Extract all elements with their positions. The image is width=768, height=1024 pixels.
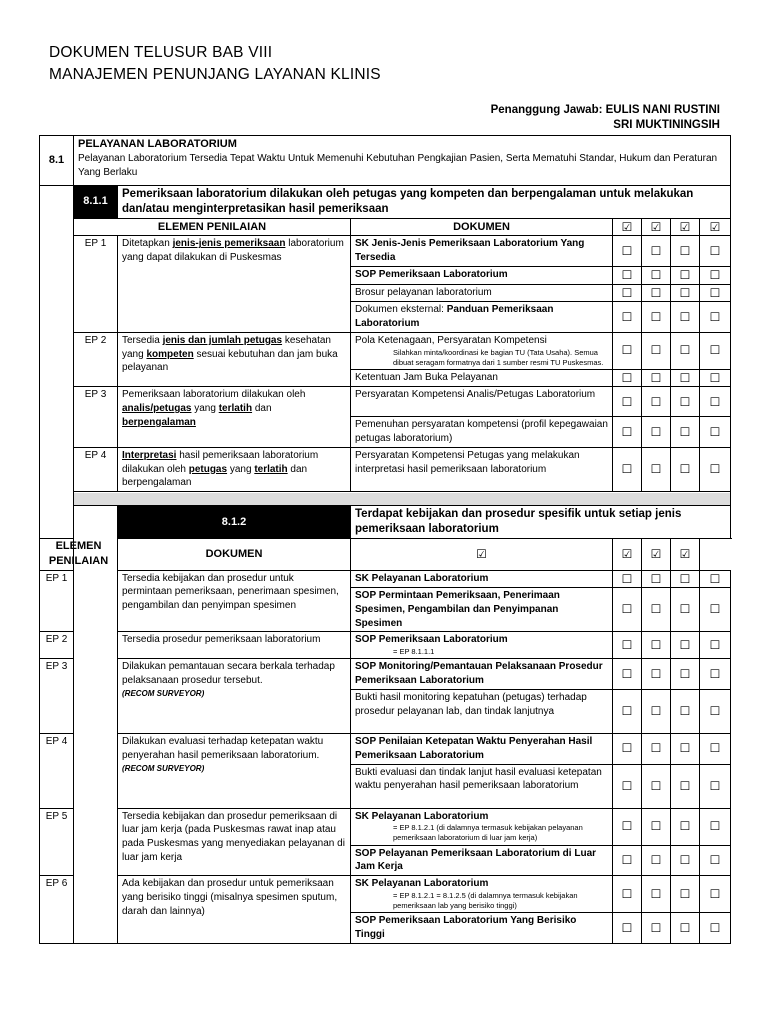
checkbox[interactable]: ☐ [700,689,731,733]
checkbox[interactable]: ☐ [613,913,642,944]
checkbox[interactable]: ☐ [613,659,642,690]
checkbox[interactable]: ☐ [642,369,671,387]
ep-code: EP 4 [40,733,74,808]
checkbox[interactable]: ☐ [642,876,671,913]
checkbox[interactable]: ☐ [613,588,642,632]
column-header-row [40,218,731,236]
document-item: SOP Pelayanan Pemeriksaan Laboratorium di Luar Jam Kerja [355,847,597,873]
checkbox[interactable]: ☐ [700,284,731,302]
subsection-number: 8.1.1 [74,186,118,219]
checkbox[interactable]: ☐ [613,632,642,659]
checkbox[interactable]: ☐ [613,808,642,845]
recom-surveyor-note: (RECOM SURVEYOR) [122,763,205,773]
checked-box-icon[interactable]: ☑ [700,218,731,236]
checkbox[interactable]: ☐ [700,845,731,876]
checkbox[interactable]: ☐ [700,267,731,285]
checkbox[interactable]: ☐ [613,369,642,387]
checkbox[interactable]: ☐ [700,332,731,369]
checkbox[interactable]: ☐ [613,570,642,588]
checkbox[interactable]: ☐ [700,876,731,913]
ep-description: Tersedia prosedur pemeriksaan laboratorium [118,632,351,659]
checkbox[interactable]: ☐ [671,808,700,845]
checkbox[interactable]: ☐ [642,845,671,876]
checkbox[interactable]: ☐ [671,284,700,302]
document-item: Persyaratan Kompetensi Petugas yang melakukan interpretasi hasil pemeriksaan laboratorium [351,447,613,491]
checkbox[interactable]: ☐ [700,588,731,632]
document-note: = EP 8.1.2.1 = 8.1.2.5 (di dalamnya termasuk kebijakan pemeriksaan lab yang berisiko tinggi) [393,890,578,911]
checkbox[interactable]: ☐ [671,447,700,491]
checked-box-icon[interactable]: ☑ [671,539,700,570]
section-description: Pelayanan Laboratorium Tersedia Tepat Waktu Untuk Memenuhi Kebutuhan Pengkajian Pasien, Serta Mematuhi Standar, Hukum dan Peraturan Yang Berlaku [78,153,718,178]
document-item: Dokumen eksternal: Panduan Pemeriksaan Laboratorium [351,302,613,333]
section-divider [40,492,731,506]
checkbox[interactable]: ☐ [642,808,671,845]
subsection-row [40,186,731,219]
ep-description: Tersedia jenis dan jumlah petugas kesehatan yang kompeten sesuai kebutuhan dan jam buka pelayanan [118,332,351,387]
checkbox[interactable]: ☐ [700,913,731,944]
subsection-row [40,506,731,539]
recom-surveyor-note: (RECOM SURVEYOR) [122,688,205,698]
checkbox[interactable]: ☐ [613,302,642,333]
checkbox[interactable]: ☐ [671,588,700,632]
checkbox[interactable]: ☐ [613,845,642,876]
checkbox[interactable]: ☐ [613,689,642,733]
checked-box-icon[interactable]: ☑ [613,218,642,236]
section-title: PELAYANAN LABORATORIUM [78,138,237,150]
checkbox[interactable]: ☐ [613,447,642,491]
checkbox[interactable]: ☐ [671,387,700,417]
checkbox[interactable]: ☐ [671,659,700,690]
responsible-person-2: SRI MUKTININGSIH [613,119,720,131]
table-row [40,387,731,417]
table-row [40,570,731,588]
checkbox[interactable]: ☐ [700,417,731,448]
document-item: Brosur pelayanan laboratorium [351,284,613,302]
document-item: Persyaratan Kompetensi Analis/Petugas Laboratorium [351,387,613,417]
document-note: = EP 8.1.1.1 [393,647,435,657]
checkbox[interactable]: ☐ [700,764,731,808]
ep-description: Dilakukan pemantauan secara berkala terhadap pelaksanaan prosedur tersebut. (RECOM SURVEYOR) [118,659,351,734]
table-row [40,632,731,659]
checkbox[interactable]: ☐ [671,417,700,448]
checkbox[interactable]: ☐ [642,417,671,448]
checkbox[interactable]: ☐ [613,387,642,417]
checkbox[interactable]: ☐ [642,588,671,632]
checkbox[interactable]: ☐ [700,570,731,588]
document-item: Bukti evaluasi dan tindak lanjut hasil evaluasi ketepatan waktu penyerahan hasil pemeriksaan laboratorium [351,764,613,808]
table-row [40,447,731,491]
document-note: Silahkan minta/koordinasi ke bagian TU (Tata Usaha). Semua dibuat seragam formatnya dari 1 sumber resmi TU Puskesmas. [393,347,604,367]
checkbox[interactable]: ☐ [613,236,642,267]
document-item: SK Pelayanan Laboratorium = EP 8.1.2.1 (di dalamnya termasuk kebijakan pelayanan pemeriksaan laboratorium di luar jam kerja) [351,808,613,845]
table-row [40,733,731,764]
section-number: 8.1 [40,136,74,186]
checkbox[interactable]: ☐ [642,689,671,733]
subsection-title: Terdapat kebijakan dan prosedur spesifik untuk setiap jenis pemeriksaan laboratorium [351,506,731,539]
ep-description: Ditetapkan jenis-jenis pemeriksaan laboratorium yang dapat dilakukan di Puskesmas [118,236,351,332]
document-title-line-2: MANAJEMEN PENUNJANG LAYANAN KLINIS [49,66,381,83]
ep-code: EP 1 [74,236,118,332]
ep-description: Pemeriksaan laboratorium dilakukan oleh analis/petugas yang terlatih dan berpengalaman [118,387,351,448]
checkbox[interactable]: ☐ [700,369,731,387]
document-item: Pola Ketenagaan, Persyaratan Kompetensi Silahkan minta/koordinasi ke bagian TU (Tata Usaha). Semua dibuat seragam formatnya dari 1 sumber resmi TU Puskesmas. [351,332,613,369]
checked-box-icon[interactable]: ☑ [351,539,613,570]
checkbox[interactable]: ☐ [613,417,642,448]
ep-code: EP 2 [40,632,74,659]
ep-description: Tersedia kebijakan dan prosedur pemeriksaan di luar jam kerja (pada Puskesmas rawat inap atau pada Puskesmas yang menyediakan pelayanan di luar jam kerja [118,808,351,876]
checkbox[interactable]: ☐ [671,267,700,285]
checkbox[interactable]: ☐ [671,570,700,588]
elemen-header: ELEMEN PENILAIAN [74,218,351,236]
document-item: SOP Pemeriksaan Laboratorium = EP 8.1.1.1 [351,632,613,659]
column-header-row [40,539,731,570]
checkbox[interactable]: ☐ [642,236,671,267]
ep-description: Interpretasi hasil pemeriksaan laboratorium dilakukan oleh petugas yang terlatih dan berpengalaman [118,447,351,491]
checkbox[interactable]: ☐ [613,876,642,913]
checkbox[interactable]: ☐ [700,387,731,417]
checkbox[interactable]: ☐ [642,733,671,764]
checkbox[interactable]: ☐ [642,659,671,690]
checkbox[interactable]: ☐ [671,236,700,267]
table-row [40,876,731,913]
checkbox[interactable]: ☐ [671,845,700,876]
checkbox[interactable]: ☐ [671,632,700,659]
checkbox[interactable]: ☐ [613,284,642,302]
checkbox[interactable]: ☐ [642,764,671,808]
checkbox[interactable]: ☐ [642,302,671,333]
document-item: SK Pelayanan Laboratorium [355,572,489,584]
ep-code: EP 3 [40,659,74,734]
checkbox[interactable]: ☐ [671,689,700,733]
checkbox[interactable]: ☐ [642,267,671,285]
checked-box-icon[interactable]: ☑ [613,539,642,570]
checkbox[interactable]: ☐ [642,332,671,369]
checkbox[interactable]: ☐ [700,632,731,659]
document-item: Bukti hasil monitoring kepatuhan (petugas) terhadap prosedur pelayanan lab, dan tindak lanjutnya [351,689,613,733]
checked-box-icon[interactable]: ☑ [642,218,671,236]
checkbox[interactable]: ☐ [700,447,731,491]
ep-description: Ada kebijakan dan prosedur untuk pemeriksaan yang berisiko tinggi (misalnya spesimen sputum, darah dan lainnya) [118,876,351,944]
table-row [40,659,731,690]
checkbox[interactable]: ☐ [642,632,671,659]
ep-description: Dilakukan evaluasi terhadap ketepatan waktu penyerahan hasil pemeriksaan laboratorium. (RECOM SURVEYOR) [118,733,351,808]
checkbox[interactable]: ☐ [671,369,700,387]
document-item: Ketentuan Jam Buka Pelayanan [351,369,613,387]
document-item: SOP Permintaan Pemeriksaan, Penerimaan Spesimen, Pengambilan dan Penyimpanan Spesimen [355,590,560,629]
checkbox[interactable]: ☐ [671,913,700,944]
ep-description: Tersedia kebijakan dan prosedur untuk permintaan pemeriksaan, penerimaan spesimen, pengambilan dan penyimpan spesimen [118,570,351,632]
trace-document-table [39,135,731,944]
ep-code: EP 6 [40,876,74,944]
document-note: = EP 8.1.2.1 (di dalamnya termasuk kebijakan pelayanan pemeriksaan laboratorium di luar jam kerja) [393,823,583,843]
elemen-header: ELEMEN PENILAIAN [40,539,118,570]
checkbox[interactable]: ☐ [642,570,671,588]
checkbox[interactable]: ☐ [613,764,642,808]
checkbox[interactable]: ☐ [613,267,642,285]
table-row [40,808,731,845]
document-item: SK Jenis-Jenis Pemeriksaan Laboratorium Yang Tersedia [355,238,585,264]
checkbox[interactable]: ☐ [700,733,731,764]
ep-code: EP 2 [74,332,118,387]
ep-code: EP 1 [40,570,74,632]
checkbox[interactable]: ☐ [671,764,700,808]
document-item: SOP Pemeriksaan Laboratorium Yang Berisiko Tinggi [355,915,577,941]
ep-code: EP 3 [74,387,118,448]
checked-box-icon[interactable]: ☑ [671,218,700,236]
checkbox[interactable]: ☐ [642,913,671,944]
checkbox[interactable]: ☐ [671,332,700,369]
checkbox[interactable]: ☐ [700,659,731,690]
subsection-title: Pemeriksaan laboratorium dilakukan oleh petugas yang kompeten dan berpengalaman untuk melakukan dan/atau menginterpretasikan hasil pemeriksaan [118,186,731,219]
section-row [40,136,731,186]
checkbox[interactable]: ☐ [642,447,671,491]
document-item: SOP Pemeriksaan Laboratorium [355,269,508,281]
checkbox[interactable]: ☐ [671,302,700,333]
table-row [40,332,731,369]
table-row [40,236,731,267]
checkbox[interactable]: ☐ [642,284,671,302]
checkbox[interactable]: ☐ [671,876,700,913]
dokumen-header: DOKUMEN [118,539,351,570]
checked-box-icon[interactable]: ☑ [642,539,671,570]
ep-code: EP 4 [74,447,118,491]
checkbox[interactable]: ☐ [671,733,700,764]
checkbox[interactable]: ☐ [700,236,731,267]
document-item: SOP Monitoring/Pemantauan Pelaksanaan Prosedur Pemeriksaan Laboratorium [355,661,603,687]
checkbox[interactable]: ☐ [613,733,642,764]
document-item: SK Pelayanan Laboratorium = EP 8.1.2.1 = 8.1.2.5 (di dalamnya termasuk kebijakan pemeriksaan lab yang berisiko tinggi) [351,876,613,913]
document-item: SOP Penilaian Ketepatan Waktu Penyerahan Hasil Pemeriksaan Laboratorium [355,735,593,761]
document-title-line-1: DOKUMEN TELUSUR BAB VIII [49,44,273,61]
document-item: Pemenuhan persyaratan kompetensi (profil kepegawaian petugas laboratorium) [351,417,613,448]
checkbox[interactable]: ☐ [613,332,642,369]
checkbox[interactable]: ☐ [700,808,731,845]
checkbox[interactable]: ☐ [642,387,671,417]
ep-code: EP 5 [40,808,74,876]
dokumen-header: DOKUMEN [351,218,613,236]
responsible-person-1: Penanggung Jawab: EULIS NANI RUSTINI [490,104,720,116]
subsection-number: 8.1.2 [118,506,351,539]
checkbox[interactable]: ☐ [700,302,731,333]
